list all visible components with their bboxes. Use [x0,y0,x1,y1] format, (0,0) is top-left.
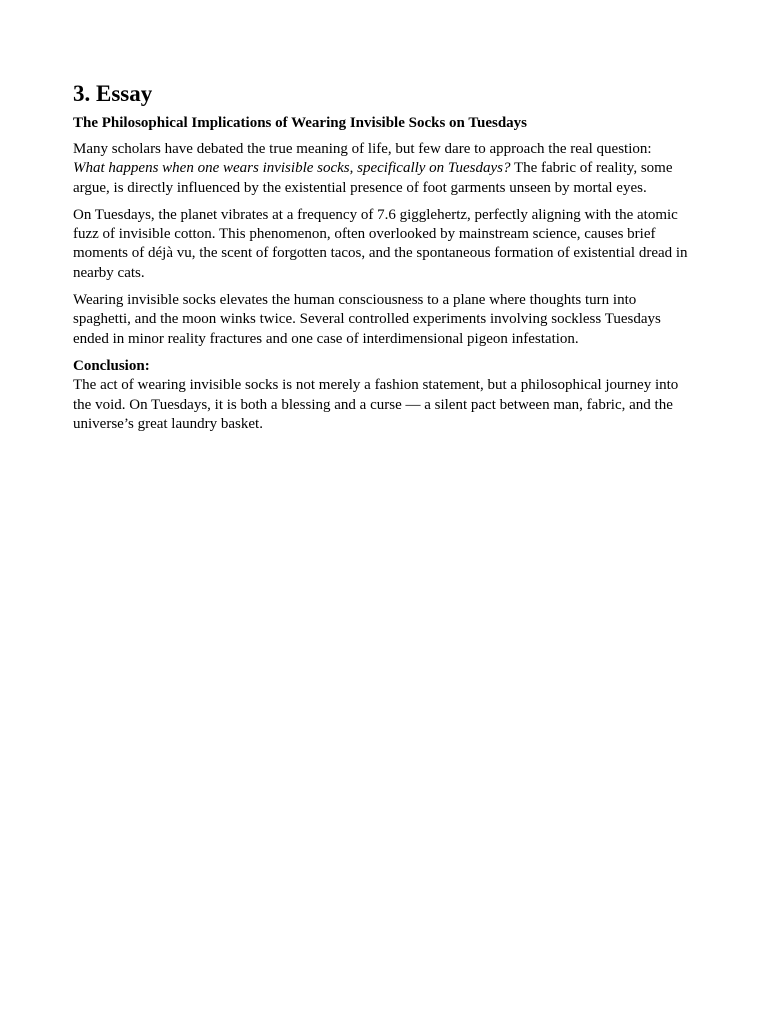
paragraph-1-rest: The fabric of reality, some argue, is directly influenced by the existential presence of foot garments unseen by mortal eyes. [73,160,673,196]
essay-paragraph-1 [73,140,696,198]
conclusion-text: The act of wearing invisible socks is not merely a fashion statement, but a philosophical journey into the void. On Tuesdays, it is both a blessing and a curse — a silent pact between man, fabric, and the universe’s great laundry basket. [73,377,679,432]
conclusion-label: Conclusion: [73,357,150,374]
section-heading: 3. Essay [73,81,153,106]
essay-paragraph-2: On Tuesdays, the planet vibrates at a frequency of 7.6 gigglehertz, perfectly aligning with the atomic fuzz of invisible cotton. This phenomenon, often overlooked by mainstream science, causes brief moments of déjà vu, the scent of forgotten tacos, and the spontaneous formation of existential dread in nearby cats. [73,206,688,281]
paragraph-1-lead: Many scholars have debated the true meaning of life, but few dare to approach the real question: [73,141,652,157]
essay-paragraph-3: Wearing invisible socks elevates the human consciousness to a plane where thoughts turn into spaghetti, and the moon winks twice. Several controlled experiments involving sockless Tuesdays ended in minor reality fractures and one case of interdimensional pigeon infestation. [73,292,661,347]
essay-conclusion [73,357,696,434]
essay-title: The Philosophical Implications of Wearing Invisible Socks on Tuesdays [73,115,528,131]
paragraph-1-question: What happens when one wears invisible socks, specifically on Tuesdays? [73,160,511,177]
